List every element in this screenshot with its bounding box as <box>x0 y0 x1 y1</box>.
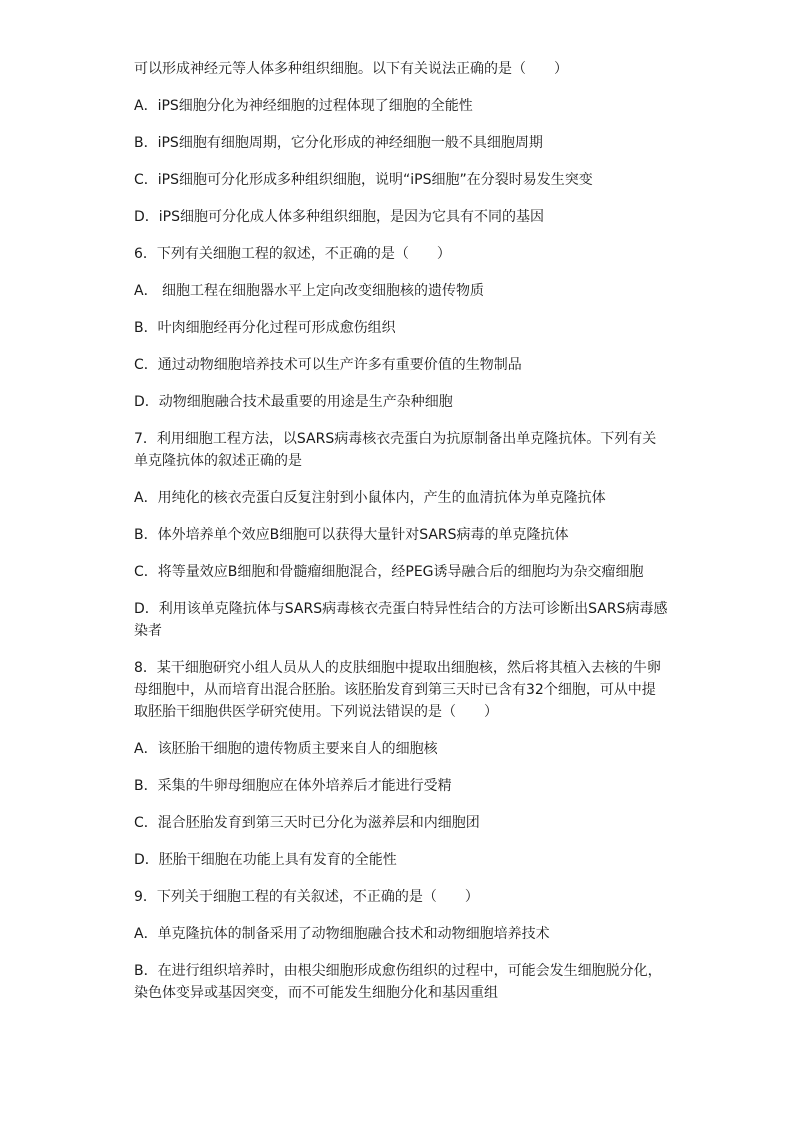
question-7-option-b: B．体外培养单个效应B细胞可以获得大量针对SARS病毒的单克隆抗体 <box>134 527 569 543</box>
question-7-option-c: C．将等量效应B细胞和骨髓瘤细胞混合，经PEG诱导融合后的细胞均为杂交瘤细胞 <box>134 564 644 580</box>
question-8-option-a: A．该胚胎干细胞的遗传物质主要来自人的细胞核 <box>134 741 438 757</box>
question-6-option-d: D．动物细胞融合技术最重要的用途是生产杂种细胞 <box>134 394 453 410</box>
question-9-stem: 9．下列关于细胞工程的有关叙述，不正确的是（ ） <box>134 889 479 905</box>
question-6-option-b: B．叶肉细胞经再分化过程可形成愈伤组织 <box>134 320 396 336</box>
question-6-option-a: A． 细胞工程在细胞器水平上定向改变细胞核的遗传物质 <box>134 283 485 299</box>
question-5-option-d: D．iPS细胞可分化成人体多种组织细胞，是因为它具有不同的基因 <box>134 209 544 225</box>
question-7-option-a: A．用纯化的核衣壳蛋白反复注射到小鼠体内，产生的血清抗体为单克隆抗体 <box>134 490 606 506</box>
question-7-stem: 7．利用细胞工程方法，以SARS病毒核衣壳蛋白为抗原制备出单克隆抗体。下列有关单克隆抗体的叙述正确的是 <box>134 431 657 469</box>
document-body <box>134 58 668 1019</box>
question-8-option-c: C．混合胚胎发育到第三天时已分化为滋养层和内细胞团 <box>134 815 480 831</box>
question-5-stem-continuation: 可以形成神经元等人体多种组织细胞。以下有关说法正确的是（ ） <box>134 61 568 77</box>
question-8-stem: 8．某干细胞研究小组人员从人的皮肤细胞中提取出细胞核，然后将其植入去核的牛卵母细胞中，从而培育出混合胚胎。该胚胎发育到第三天时已含有32个细胞，可从中提取胚胎干细胞供医学研究使用。下列说法错误的是（ ） <box>134 660 661 720</box>
question-7-option-d: D．利用该单克隆抗体与SARS病毒核衣壳蛋白特异性结合的方法可诊断出SARS病毒感染者 <box>134 601 668 639</box>
question-5-option-c: C．iPS细胞可分化形成多种组织细胞，说明“iPS细胞”在分裂时易发生突变 <box>134 172 593 188</box>
question-5-option-a: A．iPS细胞分化为神经细胞的过程体现了细胞的全能性 <box>134 98 473 114</box>
question-9-option-a: A．单克隆抗体的制备采用了动物细胞融合技术和动物细胞培养技术 <box>134 926 550 942</box>
question-8-option-b: B．采集的牛卵母细胞应在体外培养后才能进行受精 <box>134 778 452 794</box>
question-6-stem: 6．下列有关细胞工程的叙述，不正确的是（ ） <box>134 246 451 262</box>
question-9-option-b: B．在进行组织培养时，由根尖细胞形成愈伤组织的过程中，可能会发生细胞脱分化，染色体变异或基因突变，而不可能发生细胞分化和基因重组 <box>134 963 662 1001</box>
question-6-option-c: C．通过动物细胞培养技术可以生产许多有重要价值的生物制品 <box>134 357 522 373</box>
question-8-option-d: D．胚胎干细胞在功能上具有发育的全能性 <box>134 852 397 868</box>
question-5-option-b: B．iPS细胞有细胞周期，它分化形成的神经细胞一般不具细胞周期 <box>134 135 543 151</box>
